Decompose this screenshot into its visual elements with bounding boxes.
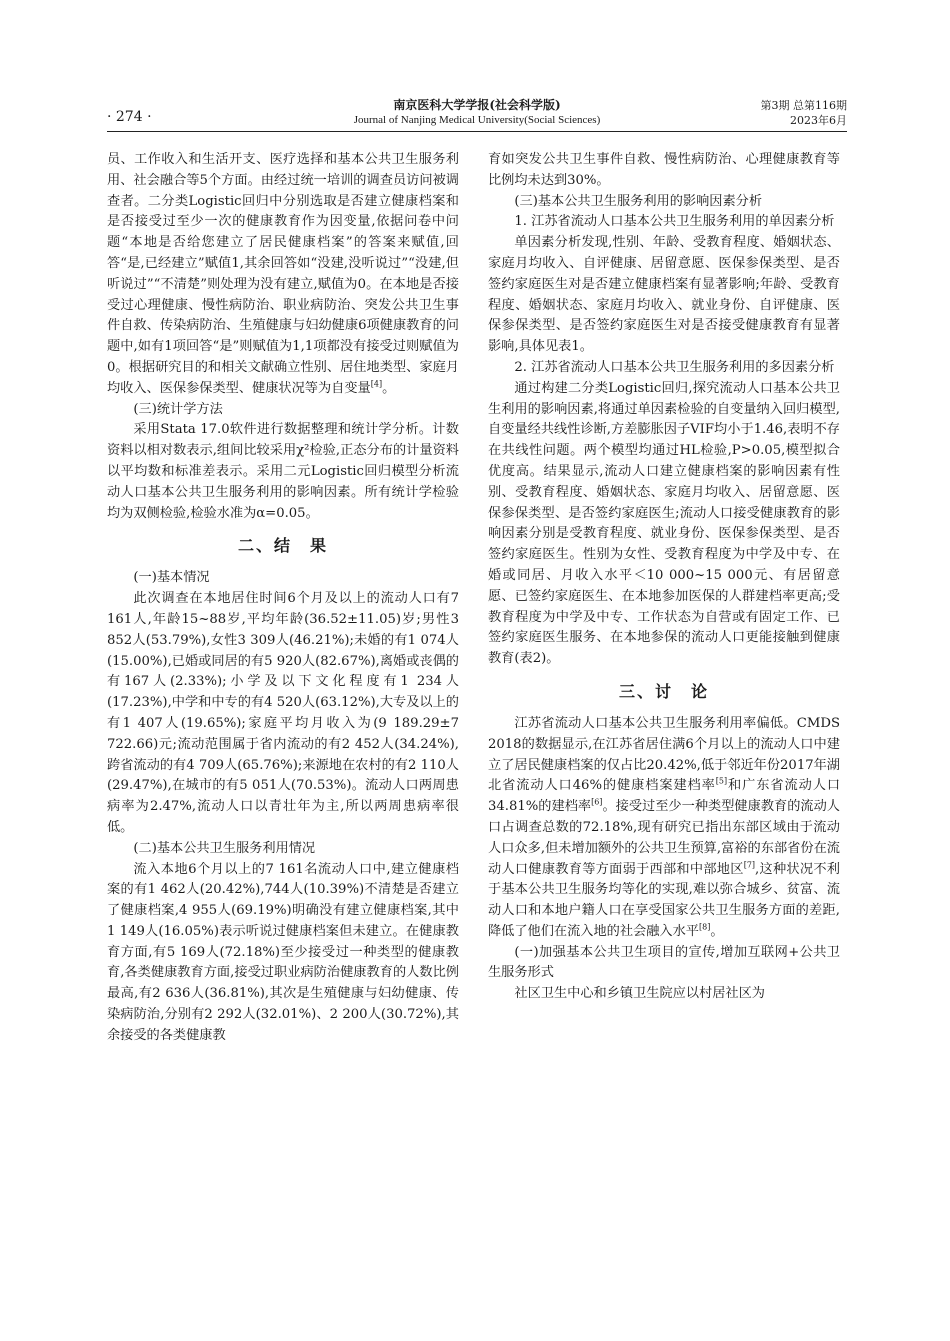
paragraph-text: 。接受过至少一种类型健康教育的流动人口占调查总数的72.18%,现有研究已指出东部区域由于流动人口众多,但未增加额外的公共卫生预算,富裕的东部省份在流动人口健康教育等方面弱于西部和中部地区 — [488, 799, 840, 877]
issue-date: 2023年6月 — [790, 114, 847, 127]
paragraph-text: 江苏省流动人口基本公共卫生服务利用率偏低。CMDS 2018的数据显示,在江苏省居住满6个月以上的流动人口中建立了居民健康档案的仅占比20.42%,低于邻近年份2017年湖北省流动人口46%的健康档案建档率 — [488, 715, 840, 794]
header-rule — [107, 131, 847, 132]
citation: [7] — [743, 860, 756, 870]
journal-title — [107, 98, 847, 128]
journal-title-cn: 南京医科大学学报(社会科学版) — [393, 98, 561, 112]
paragraph-text: 。 — [382, 380, 396, 396]
page-header — [107, 96, 847, 130]
citation: [4] — [370, 379, 383, 389]
paragraph — [488, 714, 840, 943]
subsection-heading: (二)基本公共卫生服务利用情况 — [133, 840, 316, 856]
right-column — [488, 150, 840, 1005]
issue-info — [761, 98, 848, 128]
paragraph — [107, 150, 459, 400]
paragraph: 社区卫生中心和乡镇卫生院应以村居社区为 — [514, 986, 765, 1002]
citation: [6] — [591, 797, 603, 807]
subsection-heading: 1. 江苏省流动人口基本公共卫生服务利用的单因素分析 — [514, 214, 835, 230]
paragraph-text: 。 — [710, 923, 724, 939]
subsection-heading: (三)统计学方法 — [133, 401, 223, 417]
journal-title-en: Journal of Nanjing Medical University(Social Sciences) — [353, 114, 601, 126]
paragraph-text: 和广东省流动人口34.81%的建档率 — [488, 778, 841, 815]
issue-number: 第3期 总第116期 — [760, 99, 847, 112]
paragraph: 通过构建二分类Logistic回归,探究流动人口基本公共卫生利用的影响因素,将通过单因素检验的自变量纳入回归模型,自变量经共线性诊断,方差膨胀因子VIF均小于1.46,表明不存在共线性问题。两个模型均通过HL检验,P>0.05,模型拟合优度高。结果显示,流动人口建立健康档案的影响因素有性别、受教育程度、婚姻状态、家庭月均收入、居留意愿、医保参保类型、是否签约家庭医生;流动人口接受健康教育的影响因素分别是受教育程度、就业身份、医保参保类型、是否签约家庭医生。性别为女性、受教育程度为中学及中专、在婚或同居、月收入水平＜10 000~15 000元、有居留意愿、已签约家庭医生、在本地参加医保的人群建档率更高;受教育程度为中学及中专、工作状态为自营或有固定工作、已签约家庭医生服务、在本地参保的流动人口更能接触到健康教育(表2)。 — [488, 380, 840, 667]
subsection-heading: 2. 江苏省流动人口基本公共卫生服务利用的多因素分析 — [514, 359, 835, 375]
paragraph: 此次调查在本地居住时间6个月及以上的流动人口有7 161人,年龄15~88岁,平均年龄(36.52±11.05)岁;男性3 852人(53.79%),女性3 309人(46.21%);未婚的有1 074人(15.00%),已婚或同居的有5 920人(82.67%),离婚或丧偶的有167人(2.33%);小学及以下文化程度有1 234人(17.23%),中学和中专的有4 520人(63.12%),大专及以上的有1 407人(19.65%);家庭平均月收入为(9 189.29±7 722.66)元;流动范围属于省内流动的有2 452人(34.24%),跨省流动的有4 709人(65.76%);来源地在农村的有2 110人(29.47%),在城市的有5 051人(70.53%)。流动人口两周患病率为2.47%,流动人口以青壮年为主,所以两周患病率很低。 — [107, 591, 459, 835]
paragraph: 育如突发公共卫生事件自救、慢性病防治、心理健康教育等比例均未达到30%。 — [488, 152, 840, 188]
subsection-heading: (三)基本公共卫生服务利用的影响因素分析 — [514, 193, 763, 209]
paragraph: 采用Stata 17.0软件进行数据整理和统计学分析。计数资料以相对数表示,组间比较采用χ²检验,正态分布的计量资料以平均数和标准差表示。采用二元Logistic回归模型分析流动人口基本公共卫生服务利用的影响因素。所有统计学检验均为双侧检验,检验水准为α=0.05。 — [107, 422, 459, 521]
subsection-heading: (一)基本情况 — [133, 570, 210, 586]
citation: [5] — [715, 776, 728, 786]
subsection-heading: (一)加强基本公共卫生项目的宣传,增加互联网+公共卫生服务形式 — [488, 944, 840, 981]
page-number: · 274 · — [107, 109, 152, 125]
paragraph-text: 员、工作收入和生活开支、医疗选择和基本公共卫生服务利用、社会融合等5个方面。由经过统一培训的调查员访问被调查者。二分类Logistic回归中分别选取是否建立健康档案和是否接受过至少一次的健康教育作为因变量,依据问卷中问题“本地是否给您建立了居民健康档案”的答案来赋值,回答“是,已经建立”赋值1,其余回答如“没建,没听说过”“没建,但听说过”“不清楚”则处理为没有建立,赋值为0。在本地是否接受过心理健康、慢性病防治、职业病防治、突发公共卫生事件自救、传染病防治、生殖健康与妇幼健康6项健康教育的问题中,如有1项回答“是”则赋值为1,1项都没有接受过则赋值为0。根据研究目的和相关文献确立性别、居住地类型、家庭月均收入、医保参保类型、健康状况等为自变量 — [107, 152, 459, 396]
section-title: 二、结 果 — [237, 536, 328, 556]
paragraph-text: ,这种状况不利于基本公共卫生服务均等化的实现,难以弥合城乡、贫富、流动人口和本地户籍人口在享受国家公共卫生服务方面的差距,降低了他们在流入地的社会融入水平 — [488, 861, 840, 939]
paragraph: 流入本地6个月以上的7 161名流动人口中,建立健康档案的有1 462人(20.42%),744人(10.39%)不清楚是否建立了健康档案,4 955人(69.19%)明确没有建立健康档案,其中1 149人(16.05%)表示听说过健康档案但未建立。在健康教育方面,有5 169人(72.18%)至少接受过一种类型的健康教育,各类健康教育方面,接受过职业病防治健康教育的人数比例最高,有2 636人(36.81%),其次是生殖健康与妇幼健康、传染病防治,分别有2 292人(32.01%)、2 200人(30.72%),其余接受的各类健康教 — [107, 861, 459, 1043]
left-column — [107, 150, 459, 1047]
section-title: 三、讨 论 — [618, 681, 709, 701]
paragraph: 单因素分析发现,性别、年龄、受教育程度、婚姻状态、家庭月均收入、自评健康、居留意愿、医保参保类型、是否签约家庭医生对是否建立健康档案有显著影响;年龄、受教育程度、婚姻状态、家庭月均收入、就业身份、自评健康、医保参保类型、是否签约家庭医生对是否接受健康教育有显著影响,具体见表1。 — [488, 235, 840, 355]
citation: [8] — [699, 922, 711, 932]
